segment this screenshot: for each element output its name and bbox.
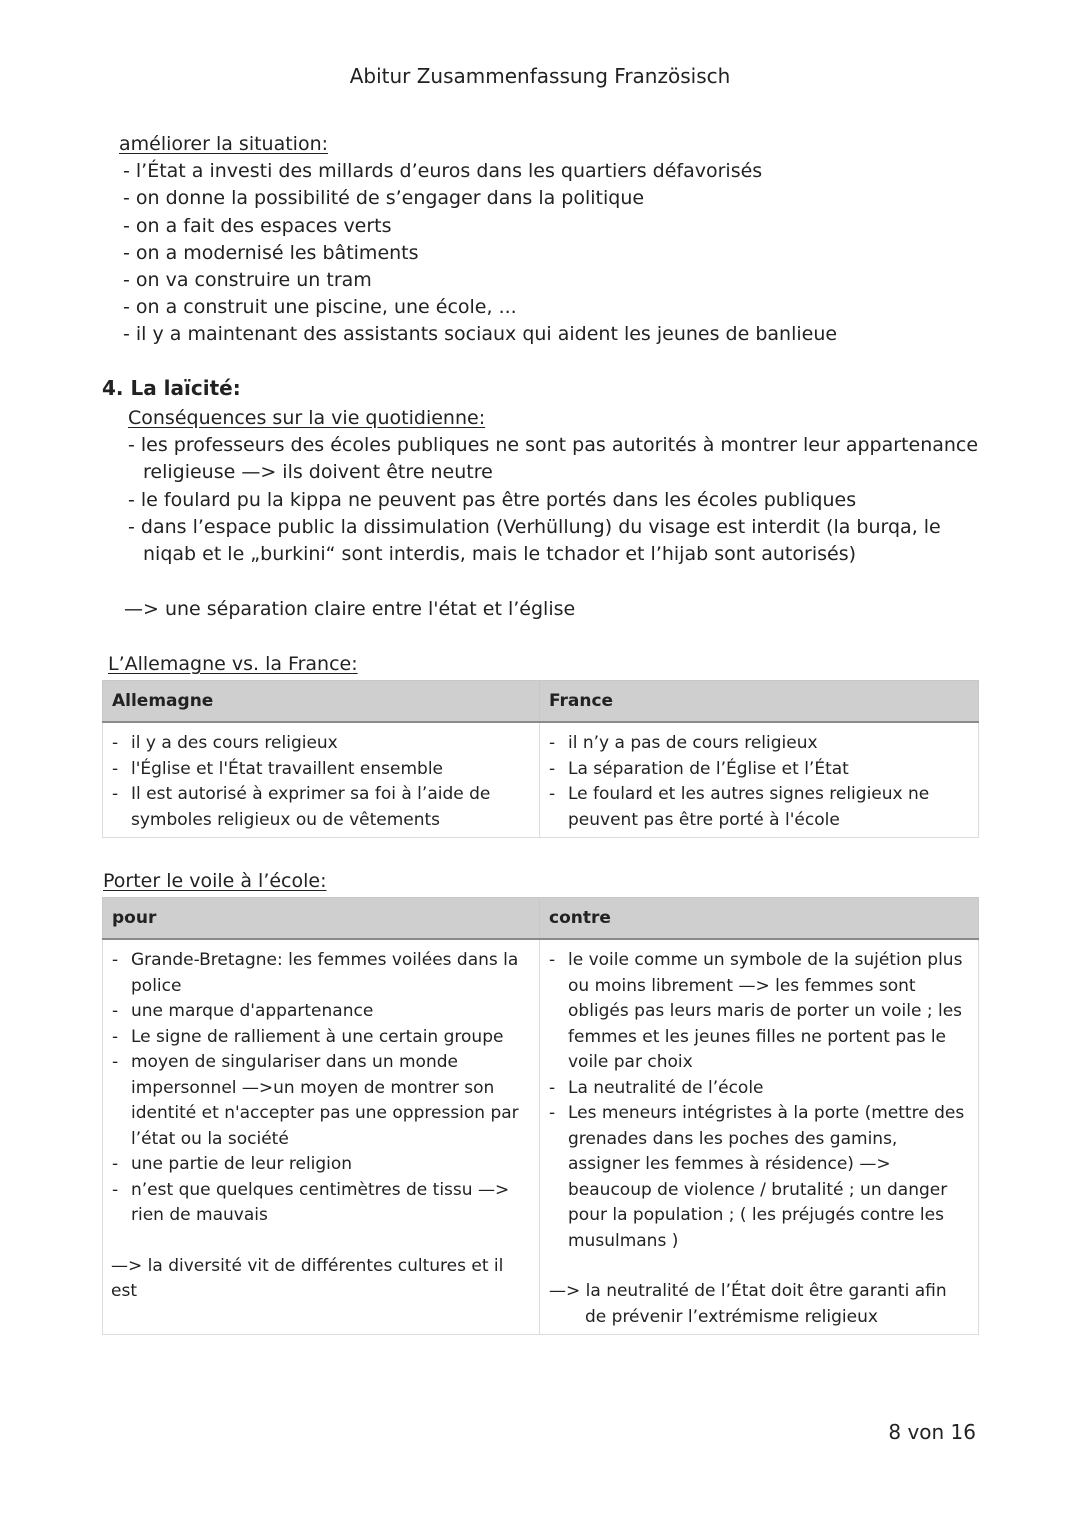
list-item: - Il est autorisé à exprimer sa foi à l’aide de symboles religieux ou de vêtements (111, 782, 531, 833)
list-item: - on va construire un tram (123, 268, 372, 291)
column-header: Allemagne (103, 681, 540, 723)
table-cell (103, 939, 540, 1335)
pro-contra-table-veil (102, 897, 979, 1335)
list-item: - on a construit une piscine, une école, ... (123, 296, 517, 319)
page-title: Abitur Zusammenfassung Französisch (349, 64, 731, 88)
list-item: - moyen de singulariser dans un monde impersonnel —>un moyen de montrer son identité et n'accepter pas une oppression par l’état ou la société (111, 1050, 531, 1152)
list-item: - l’État a investi des millards d’euros dans les quartiers défavorisés (123, 160, 763, 183)
list-item: - il n’y a pas de cours religieux (548, 731, 970, 757)
table-label-germany-france: L’Allemagne vs. la France: (108, 653, 358, 675)
list-item: - les professeurs des écoles publiques ne sont pas autorités à montrer leur appartenance religieuse —> ils doivent être neutre (128, 434, 979, 484)
table-label-veil: Porter le voile à l’école: (103, 870, 327, 892)
list-item: - le voile comme un symbole de la sujétion plus ou moins librement —> les femmes sont obligés pas leurs maris de porter un voile ; les femmes et les jeunes filles ne portent pas le voile par choix (548, 948, 970, 1076)
list-item: - Le signe de ralliement à une certain groupe (111, 1025, 531, 1051)
list-item: - le foulard pu la kippa ne peuvent pas être portés dans les écoles publiques (128, 488, 857, 511)
improve-heading: améliorer la situation: (119, 133, 329, 155)
list-item: - Le foulard et les autres signes religieux ne peuvent pas être porté à l'école (548, 782, 970, 833)
column-header: contre (540, 898, 979, 940)
laicite-conclusion: —> une séparation claire entre l'état et l’église (124, 598, 576, 620)
list-item: - Les meneurs intégristes à la porte (mettre des grenades dans les poches des gamins, assigner les femmes à résidence) —> beaucoup de violence / brutalité ; un danger pour la population ; ( les préjugés contre les musulmans ) (548, 1101, 970, 1254)
improve-section (119, 131, 837, 349)
contre-conclusion: —> la neutralité de l’État doit être garanti afin de prévenir l’extrémisme religieux (549, 1281, 947, 1327)
list-item: - La séparation de l’Église et l’État (548, 757, 970, 783)
list-item: - dans l’espace public la dissimulation (Verhüllung) du visage est interdit (la burqa, le niqab et le „burkini“ sont interdis, mais le tchador et l’hijab sont autorisés) (128, 515, 941, 565)
column-header: France (540, 681, 979, 723)
table-cell (103, 722, 540, 838)
comparison-table-germany-france (102, 680, 979, 838)
table-cell (540, 939, 979, 1335)
list-item: - il y a des cours religieux (111, 731, 531, 757)
list-item: - une partie de leur religion (111, 1152, 531, 1178)
list-item: - on a modernisé les bâtiments (123, 241, 419, 264)
list-item: - l'Église et l'État travaillent ensemble (111, 757, 531, 783)
table-cell (540, 722, 979, 838)
consequences-section (128, 405, 983, 568)
page-number: 8 von 16 (888, 1420, 976, 1444)
pour-conclusion: —> la diversité vit de différentes cultures et il est (111, 1255, 504, 1301)
section-heading-laicite: 4. La laïcité: (102, 376, 241, 400)
list-item: - n’est que quelques centimètres de tissu —> rien de mauvais (111, 1178, 531, 1229)
list-item: - La neutralité de l’école (548, 1076, 970, 1102)
list-item: - Grande-Bretagne: les femmes voilées dans la police (111, 948, 531, 999)
list-item: - il y a maintenant des assistants sociaux qui aident les jeunes de banlieue (123, 323, 838, 346)
list-item: - on donne la possibilité de s’engager dans la politique (123, 187, 645, 210)
list-item: - on a fait des espaces verts (123, 214, 392, 237)
consequences-heading: Conséquences sur la vie quotidienne: (128, 407, 486, 429)
column-header: pour (103, 898, 540, 940)
list-item: - une marque d'appartenance (111, 999, 531, 1025)
